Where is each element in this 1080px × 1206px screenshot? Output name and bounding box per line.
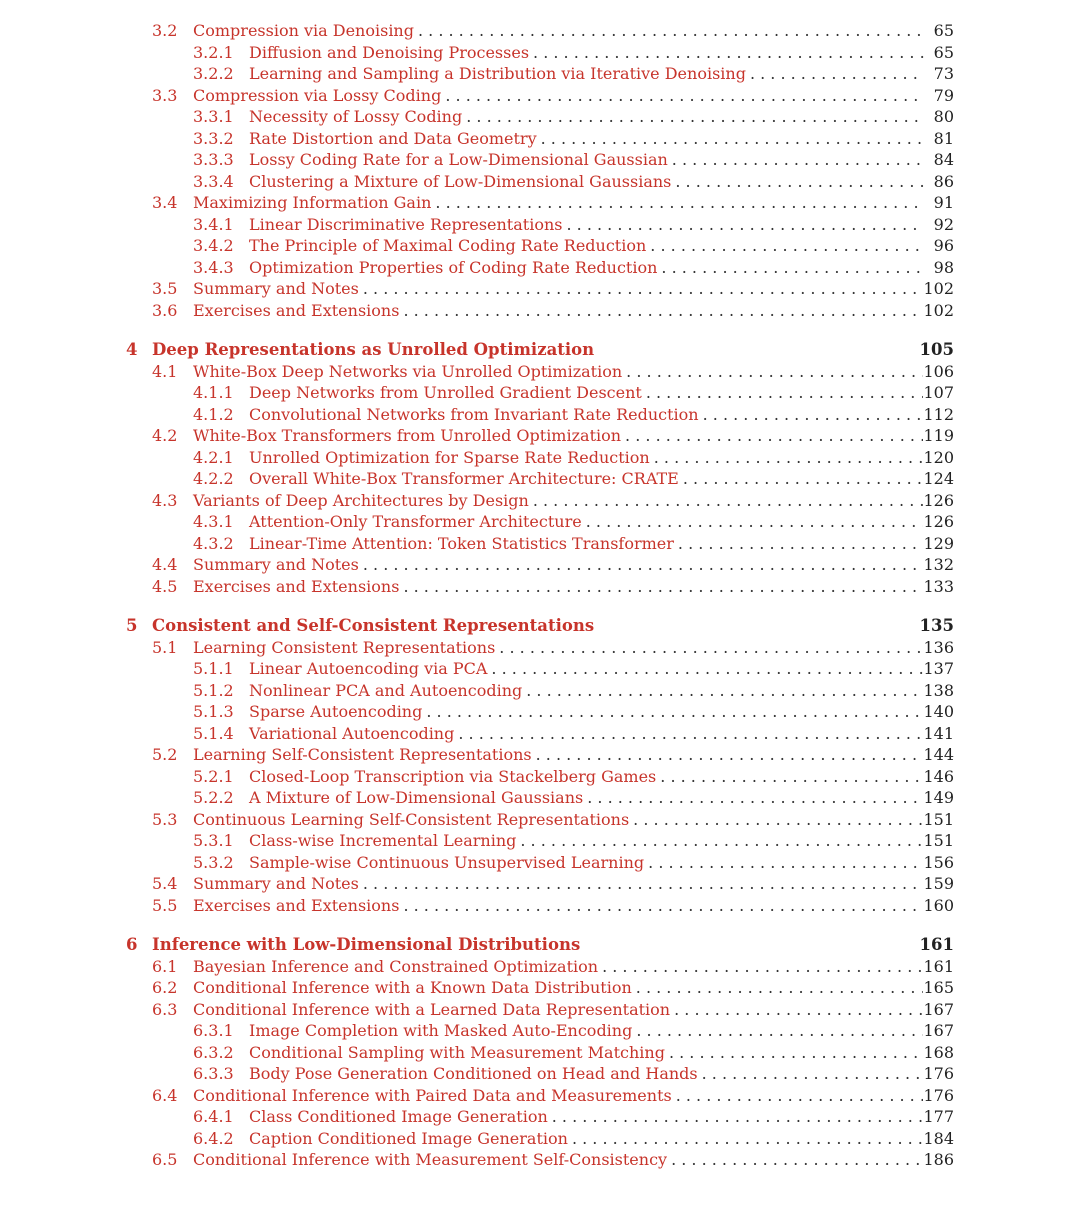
toc-entry-number: 4.3.2 bbox=[193, 533, 234, 553]
toc-entry-number: 4.1 bbox=[152, 361, 178, 381]
toc-entry-title[interactable]: Conditional Inference with a Known Data Distribution bbox=[193, 978, 632, 997]
toc-subsection-entry[interactable] bbox=[193, 404, 954, 426]
toc-entry-page-number: 102 bbox=[923, 300, 954, 320]
toc-entry-title[interactable]: Learning Self-Consistent Representations bbox=[193, 745, 532, 764]
toc-entry-number: 5 bbox=[126, 616, 138, 635]
toc-entry-page-number: 146 bbox=[923, 766, 954, 786]
toc-subsection-entry[interactable] bbox=[193, 447, 954, 469]
toc-section-entry[interactable] bbox=[152, 576, 954, 598]
toc-entry-title[interactable]: Consistent and Self-Consistent Representations bbox=[152, 616, 595, 635]
toc-section-entry[interactable] bbox=[152, 1085, 954, 1107]
toc-subsection-entry[interactable] bbox=[193, 149, 954, 171]
toc-entry-number: 3.3.1 bbox=[193, 107, 234, 126]
toc-entry-title[interactable]: Variants of Deep Architectures by Design bbox=[193, 490, 529, 510]
toc-entry-number: 3.4.3 bbox=[193, 257, 234, 277]
toc-dot-leader bbox=[431, 192, 924, 214]
toc-entry-number: 3.6 bbox=[152, 300, 178, 320]
toc-dot-leader bbox=[674, 533, 924, 555]
toc-entry-page-number: 160 bbox=[923, 895, 954, 915]
toc-dot-leader bbox=[529, 42, 924, 64]
toc-dot-leader bbox=[632, 1020, 923, 1042]
toc-dot-leader bbox=[646, 235, 924, 257]
toc-entry-title[interactable]: Summary and Notes bbox=[193, 279, 359, 298]
toc-entry-title[interactable]: Summary and Notes bbox=[193, 555, 359, 574]
toc-dot-leader bbox=[399, 895, 923, 917]
toc-subsection-entry[interactable] bbox=[193, 214, 954, 236]
toc-entry-page-number: 96 bbox=[933, 236, 954, 255]
toc-entry-title[interactable]: Caption Conditioned Image Generation bbox=[249, 1128, 568, 1148]
toc-entry-title[interactable]: Linear Discriminative Representations bbox=[249, 214, 563, 234]
toc-entry-title[interactable]: Optimization Properties of Coding Rate Reduction bbox=[249, 257, 658, 277]
toc-entry-title[interactable]: Class Conditioned Image Generation bbox=[249, 1107, 548, 1126]
toc-entry-page-number: 136 bbox=[923, 637, 954, 657]
toc-subsection-entry[interactable] bbox=[193, 42, 954, 64]
toc-dot-leader bbox=[667, 1149, 923, 1171]
toc-dot-leader bbox=[522, 680, 923, 702]
toc-dot-leader bbox=[629, 809, 923, 831]
toc-subsection-entry[interactable] bbox=[193, 382, 954, 404]
toc-section-entry[interactable] bbox=[152, 744, 954, 766]
toc-subsection-entry[interactable] bbox=[193, 257, 954, 279]
toc-entry-page-number: 86 bbox=[933, 171, 954, 191]
toc-section-entry[interactable] bbox=[152, 490, 954, 512]
toc-entry-title[interactable]: Compression via Denoising bbox=[193, 21, 414, 40]
toc-dot-leader bbox=[699, 404, 924, 426]
toc-entry-number: 5.1 bbox=[152, 637, 178, 657]
toc-entry-number: 4.2.1 bbox=[193, 447, 234, 467]
toc-entry-title[interactable]: Image Completion with Masked Auto-Encoding bbox=[249, 1021, 633, 1040]
toc-subsection-entry[interactable] bbox=[193, 1128, 954, 1150]
toc-subsection-entry[interactable] bbox=[193, 830, 954, 852]
toc-subsection-entry[interactable] bbox=[193, 533, 954, 555]
toc-subsection-entry[interactable] bbox=[193, 128, 954, 150]
toc-subsection-entry[interactable] bbox=[193, 235, 954, 257]
toc-entry-title[interactable]: Exercises and Extensions bbox=[193, 576, 400, 596]
toc-entry-page-number: 126 bbox=[923, 490, 954, 510]
toc-entry-title[interactable]: Body Pose Generation Conditioned on Head and Hands bbox=[249, 1064, 698, 1083]
toc-section-entry[interactable] bbox=[152, 361, 954, 383]
toc-section-entry[interactable] bbox=[152, 554, 954, 576]
toc-chapter-entry[interactable] bbox=[126, 339, 954, 361]
toc-entry-number: 5.3.1 bbox=[193, 831, 234, 850]
toc-entry-title[interactable]: Overall White-Box Transformer Architecture: CRATE bbox=[249, 469, 679, 488]
toc-entry-number: 6 bbox=[126, 935, 138, 954]
toc-entry-number: 3.4.2 bbox=[193, 236, 234, 255]
toc-dot-leader bbox=[665, 1042, 924, 1064]
toc-entry-number: 6.3 bbox=[152, 999, 178, 1019]
toc-entry-number: 3.2.1 bbox=[193, 42, 234, 62]
toc-entry-page-number: 138 bbox=[923, 680, 954, 700]
toc-entry-page-number: 151 bbox=[923, 831, 954, 850]
toc-entry-number: 3.3.4 bbox=[193, 171, 234, 191]
toc-dot-leader bbox=[399, 576, 923, 598]
toc-subsection-entry[interactable] bbox=[193, 511, 954, 533]
toc-dot-leader bbox=[672, 1085, 924, 1107]
toc-entry-number: 6.4.1 bbox=[193, 1107, 234, 1126]
toc-section-entry[interactable] bbox=[152, 873, 954, 895]
toc-entry-page-number: 98 bbox=[933, 257, 954, 277]
toc-entry-title[interactable]: Linear Autoencoding via PCA bbox=[249, 659, 488, 678]
toc-entry-title[interactable]: Inference with Low-Dimensional Distributions bbox=[152, 935, 581, 954]
toc-entry-title[interactable]: Summary and Notes bbox=[193, 874, 359, 893]
toc-entry-title[interactable]: Bayesian Inference and Constrained Optimization bbox=[193, 956, 599, 976]
toc-entry-page-number: 91 bbox=[933, 193, 954, 212]
toc-entry-page-number: 140 bbox=[923, 702, 954, 721]
toc-entry-page-number: 151 bbox=[923, 809, 954, 829]
toc-entry-number: 5.2 bbox=[152, 745, 178, 764]
toc-dot-leader bbox=[656, 766, 923, 788]
toc-section-entry[interactable] bbox=[152, 977, 954, 999]
toc-entry-number: 6.4 bbox=[152, 1085, 178, 1105]
toc-entry-title[interactable]: Conditional Inference with Measurement Self-Consistency bbox=[193, 1150, 668, 1169]
toc-dot-leader bbox=[495, 637, 923, 659]
toc-entry-page-number: 159 bbox=[923, 874, 954, 893]
toc-entry-number: 3.4 bbox=[152, 193, 178, 212]
toc-dot-leader bbox=[422, 701, 923, 723]
toc-dot-leader bbox=[582, 511, 924, 533]
toc-entry-number: 4.3 bbox=[152, 490, 178, 510]
toc-entry-number: 3.3.3 bbox=[193, 150, 234, 169]
toc-section-entry[interactable] bbox=[152, 278, 954, 300]
toc-chapter-entry[interactable] bbox=[126, 934, 954, 956]
toc-entry-page-number: 106 bbox=[923, 361, 954, 381]
toc-entry-page-number: 141 bbox=[923, 723, 954, 743]
toc-entry-page-number: 119 bbox=[923, 426, 954, 445]
toc-subsection-entry[interactable] bbox=[193, 1020, 954, 1042]
toc-entry-title[interactable]: Closed-Loop Transcription via Stackelberg Games bbox=[249, 766, 657, 786]
toc-entry-page-number: 129 bbox=[923, 533, 954, 553]
toc-entry-number: 5.1.4 bbox=[193, 723, 234, 743]
toc-section-entry[interactable] bbox=[152, 956, 954, 978]
toc-entry-number: 3.5 bbox=[152, 279, 178, 298]
toc-entry-page-number: 80 bbox=[933, 107, 954, 126]
toc-entry-page-number: 176 bbox=[923, 1064, 954, 1083]
toc-entry-title[interactable]: Sample-wise Continuous Unsupervised Learning bbox=[249, 852, 645, 872]
toc-entry-page-number: 112 bbox=[923, 404, 954, 424]
toc-dot-leader bbox=[657, 257, 924, 279]
toc-entry-page-number: 137 bbox=[923, 659, 954, 678]
toc-dot-leader bbox=[399, 300, 923, 322]
toc-subsection-entry[interactable] bbox=[193, 723, 954, 745]
toc-entry-page-number: 176 bbox=[923, 1085, 954, 1105]
toc-entry-page-number: 167 bbox=[923, 1021, 954, 1040]
toc-dot-leader bbox=[698, 1063, 924, 1085]
toc-dot-leader bbox=[414, 20, 924, 42]
toc-subsection-entry[interactable] bbox=[193, 680, 954, 702]
toc-entry-number: 3.3.2 bbox=[193, 128, 234, 148]
toc-entry-page-number: 177 bbox=[923, 1107, 954, 1126]
toc-entry-number: 4.3.1 bbox=[193, 512, 234, 531]
toc-entry-title[interactable]: Attention-Only Transformer Architecture bbox=[249, 512, 582, 531]
toc-entry-number: 6.1 bbox=[152, 956, 178, 976]
toc-section-entry[interactable] bbox=[152, 300, 954, 322]
toc-entry-title[interactable]: Exercises and Extensions bbox=[193, 895, 400, 915]
toc-entry-number: 4.2 bbox=[152, 426, 178, 445]
toc-entry-title[interactable]: The Principle of Maximal Coding Rate Reduction bbox=[249, 236, 647, 255]
toc-entry-page-number: 149 bbox=[923, 788, 954, 807]
toc-entry-title[interactable]: White-Box Deep Networks via Unrolled Optimization bbox=[193, 361, 623, 381]
toc-entry-page-number: 81 bbox=[933, 128, 954, 148]
toc-entry-page-number: 73 bbox=[933, 64, 954, 83]
toc-subsection-entry[interactable] bbox=[193, 658, 954, 680]
toc-section-entry[interactable] bbox=[152, 809, 954, 831]
toc-section-entry[interactable] bbox=[152, 1149, 954, 1171]
toc-chapter-entry[interactable] bbox=[126, 615, 954, 637]
toc-dot-leader bbox=[359, 873, 924, 895]
toc-dot-leader bbox=[671, 171, 924, 193]
toc-entry-page-number: 186 bbox=[923, 1150, 954, 1169]
toc-subsection-entry[interactable] bbox=[193, 787, 954, 809]
toc-section-entry[interactable] bbox=[152, 425, 954, 447]
toc-entry-number: 3.3 bbox=[152, 85, 178, 105]
toc-entry-title[interactable]: Exercises and Extensions bbox=[193, 300, 400, 320]
toc-entry-title[interactable]: Conditional Sampling with Measurement Matching bbox=[249, 1042, 665, 1062]
toc-dot-leader bbox=[359, 278, 924, 300]
toc-entry-page-number: 165 bbox=[923, 978, 954, 997]
toc-section-entry[interactable] bbox=[152, 637, 954, 659]
toc-entry-page-number: 84 bbox=[933, 150, 954, 169]
toc-entry-page-number: 132 bbox=[923, 555, 954, 574]
toc-entry-number: 3.2.2 bbox=[193, 64, 234, 83]
toc-entry-page-number: 156 bbox=[923, 852, 954, 872]
toc-section-entry[interactable] bbox=[152, 999, 954, 1021]
toc-section-entry[interactable] bbox=[152, 192, 954, 214]
toc-section-entry[interactable] bbox=[152, 20, 954, 42]
toc-entry-number: 5.3 bbox=[152, 809, 178, 829]
toc-entry-number: 6.5 bbox=[152, 1150, 178, 1169]
toc-dot-leader bbox=[359, 554, 924, 576]
toc-entry-number: 5.4 bbox=[152, 874, 178, 893]
toc-dot-leader bbox=[487, 658, 923, 680]
toc-entry-title[interactable]: Lossy Coding Rate for a Low-Dimensional Gaussian bbox=[249, 150, 668, 169]
toc-dot-leader bbox=[516, 830, 923, 852]
toc-entry-title[interactable]: Learning Consistent Representations bbox=[193, 637, 496, 657]
toc-entry-number: 3.2 bbox=[152, 21, 178, 40]
toc-dot-leader bbox=[583, 787, 923, 809]
toc-subsection-entry[interactable] bbox=[193, 1106, 954, 1128]
toc-entry-page-number: 135 bbox=[919, 616, 954, 635]
toc-entry-title[interactable]: Variational Autoencoding bbox=[249, 723, 455, 743]
toc-subsection-entry[interactable] bbox=[193, 766, 954, 788]
toc-subsection-entry[interactable] bbox=[193, 852, 954, 874]
toc-subsection-entry[interactable] bbox=[193, 701, 954, 723]
toc-dot-leader bbox=[532, 744, 924, 766]
toc-entry-title[interactable]: Necessity of Lossy Coding bbox=[249, 107, 463, 126]
toc-entry-page-number: 79 bbox=[933, 85, 954, 105]
toc-entry-title[interactable]: Continuous Learning Self-Consistent Representations bbox=[193, 809, 630, 829]
toc-entry-title[interactable]: Learning and Sampling a Distribution via Iterative Denoising bbox=[249, 64, 746, 83]
toc-entry-number: 5.1.2 bbox=[193, 680, 234, 700]
toc-section-entry[interactable] bbox=[152, 895, 954, 917]
toc-entry-title[interactable]: Class-wise Incremental Learning bbox=[249, 831, 517, 850]
toc-subsection-entry[interactable] bbox=[193, 468, 954, 490]
toc-entry-page-number: 105 bbox=[919, 340, 954, 359]
toc-entry-number: 5.5 bbox=[152, 895, 178, 915]
toc-entry-title[interactable]: Unrolled Optimization for Sparse Rate Reduction bbox=[249, 447, 650, 467]
toc-entry-number: 6.3.2 bbox=[193, 1042, 234, 1062]
toc-entry-page-number: 120 bbox=[923, 447, 954, 467]
toc-dot-leader bbox=[548, 1106, 924, 1128]
toc-dot-leader bbox=[679, 468, 924, 490]
toc-subsection-entry[interactable] bbox=[193, 1063, 954, 1085]
toc-entry-number: 3.4.1 bbox=[193, 214, 234, 234]
toc-dot-leader bbox=[441, 85, 924, 107]
toc-entry-page-number: 124 bbox=[923, 469, 954, 488]
toc-dot-leader bbox=[644, 852, 923, 874]
toc-entry-title[interactable]: Conditional Inference with a Learned Data Representation bbox=[193, 999, 671, 1019]
toc-entry-title[interactable]: Clustering a Mixture of Low-Dimensional Gaussians bbox=[249, 171, 672, 191]
toc-entry-number: 4.1.2 bbox=[193, 404, 234, 424]
toc-entry-title[interactable]: Linear-Time Attention: Token Statistics Transformer bbox=[249, 533, 674, 553]
toc-dot-leader bbox=[462, 106, 924, 128]
toc-entry-title[interactable]: Convolutional Networks from Invariant Rate Reduction bbox=[249, 404, 699, 424]
toc-dot-leader bbox=[668, 149, 924, 171]
toc-entry-number: 5.1.3 bbox=[193, 702, 234, 721]
toc-entry-page-number: 144 bbox=[923, 745, 954, 764]
toc-entry-number: 4.4 bbox=[152, 555, 178, 574]
toc-entry-title[interactable]: White-Box Transformers from Unrolled Optimization bbox=[193, 426, 622, 445]
toc-entry-title[interactable]: Sparse Autoencoding bbox=[249, 702, 423, 721]
toc-entry-page-number: 161 bbox=[919, 935, 954, 954]
toc-dot-leader bbox=[568, 1128, 924, 1150]
toc-entry-page-number: 92 bbox=[933, 214, 954, 234]
toc-entry-number: 5.2.2 bbox=[193, 788, 234, 807]
toc-entry-page-number: 167 bbox=[923, 999, 954, 1019]
toc-entry-page-number: 65 bbox=[933, 21, 954, 40]
toc-entry-number: 4 bbox=[126, 340, 138, 359]
toc-entry-title[interactable]: Rate Distortion and Data Geometry bbox=[249, 128, 537, 148]
toc-entry-page-number: 126 bbox=[923, 512, 954, 531]
toc-dot-leader bbox=[632, 977, 924, 999]
toc-entry-page-number: 107 bbox=[923, 383, 954, 402]
toc-dot-leader bbox=[650, 447, 924, 469]
toc-entry-number: 4.2.2 bbox=[193, 469, 234, 488]
toc-subsection-entry[interactable] bbox=[193, 63, 954, 85]
toc-entry-number: 5.2.1 bbox=[193, 766, 234, 786]
toc-entry-number: 5.1.1 bbox=[193, 659, 234, 678]
toc-dot-leader bbox=[529, 490, 924, 512]
toc-entry-page-number: 102 bbox=[923, 279, 954, 298]
toc-entry-page-number: 168 bbox=[923, 1042, 954, 1062]
toc-subsection-entry[interactable] bbox=[193, 1042, 954, 1064]
toc-dot-leader bbox=[670, 999, 923, 1021]
toc-entry-number: 6.3.1 bbox=[193, 1021, 234, 1040]
toc-subsection-entry[interactable] bbox=[193, 171, 954, 193]
toc-dot-leader bbox=[622, 361, 923, 383]
toc-dot-leader bbox=[537, 128, 924, 150]
toc-entry-title[interactable]: Nonlinear PCA and Autoencoding bbox=[249, 680, 523, 700]
toc-entry-title[interactable]: Deep Networks from Unrolled Gradient Descent bbox=[249, 383, 642, 402]
toc-entry-title[interactable]: A Mixture of Low-Dimensional Gaussians bbox=[249, 788, 584, 807]
toc-entry-title[interactable]: Deep Representations as Unrolled Optimization bbox=[152, 340, 595, 359]
toc-entry-page-number: 65 bbox=[933, 42, 954, 62]
toc-entry-title[interactable]: Compression via Lossy Coding bbox=[193, 85, 442, 105]
toc-dot-leader bbox=[454, 723, 923, 745]
toc-entry-number: 4.1.1 bbox=[193, 383, 234, 402]
toc-entry-title[interactable]: Diffusion and Denoising Processes bbox=[249, 42, 530, 62]
toc-section-entry[interactable] bbox=[152, 85, 954, 107]
toc-dot-leader bbox=[562, 214, 924, 236]
toc-entry-number: 6.4.2 bbox=[193, 1128, 234, 1148]
toc-dot-leader bbox=[642, 382, 924, 404]
toc-entry-title[interactable]: Conditional Inference with Paired Data and Measurements bbox=[193, 1085, 672, 1105]
toc-dot-leader bbox=[598, 956, 923, 978]
toc-subsection-entry[interactable] bbox=[193, 106, 954, 128]
toc-entry-number: 6.2 bbox=[152, 978, 178, 997]
toc-entry-page-number: 184 bbox=[923, 1128, 954, 1148]
toc-entry-number: 4.5 bbox=[152, 576, 178, 596]
toc-entry-page-number: 161 bbox=[923, 956, 954, 976]
toc-entry-page-number: 133 bbox=[923, 576, 954, 596]
toc-dot-leader bbox=[621, 425, 923, 447]
toc-entry-number: 6.3.3 bbox=[193, 1064, 234, 1083]
toc-dot-leader bbox=[746, 63, 924, 85]
toc-entry-number: 5.3.2 bbox=[193, 852, 234, 872]
toc-entry-title[interactable]: Maximizing Information Gain bbox=[193, 193, 432, 212]
